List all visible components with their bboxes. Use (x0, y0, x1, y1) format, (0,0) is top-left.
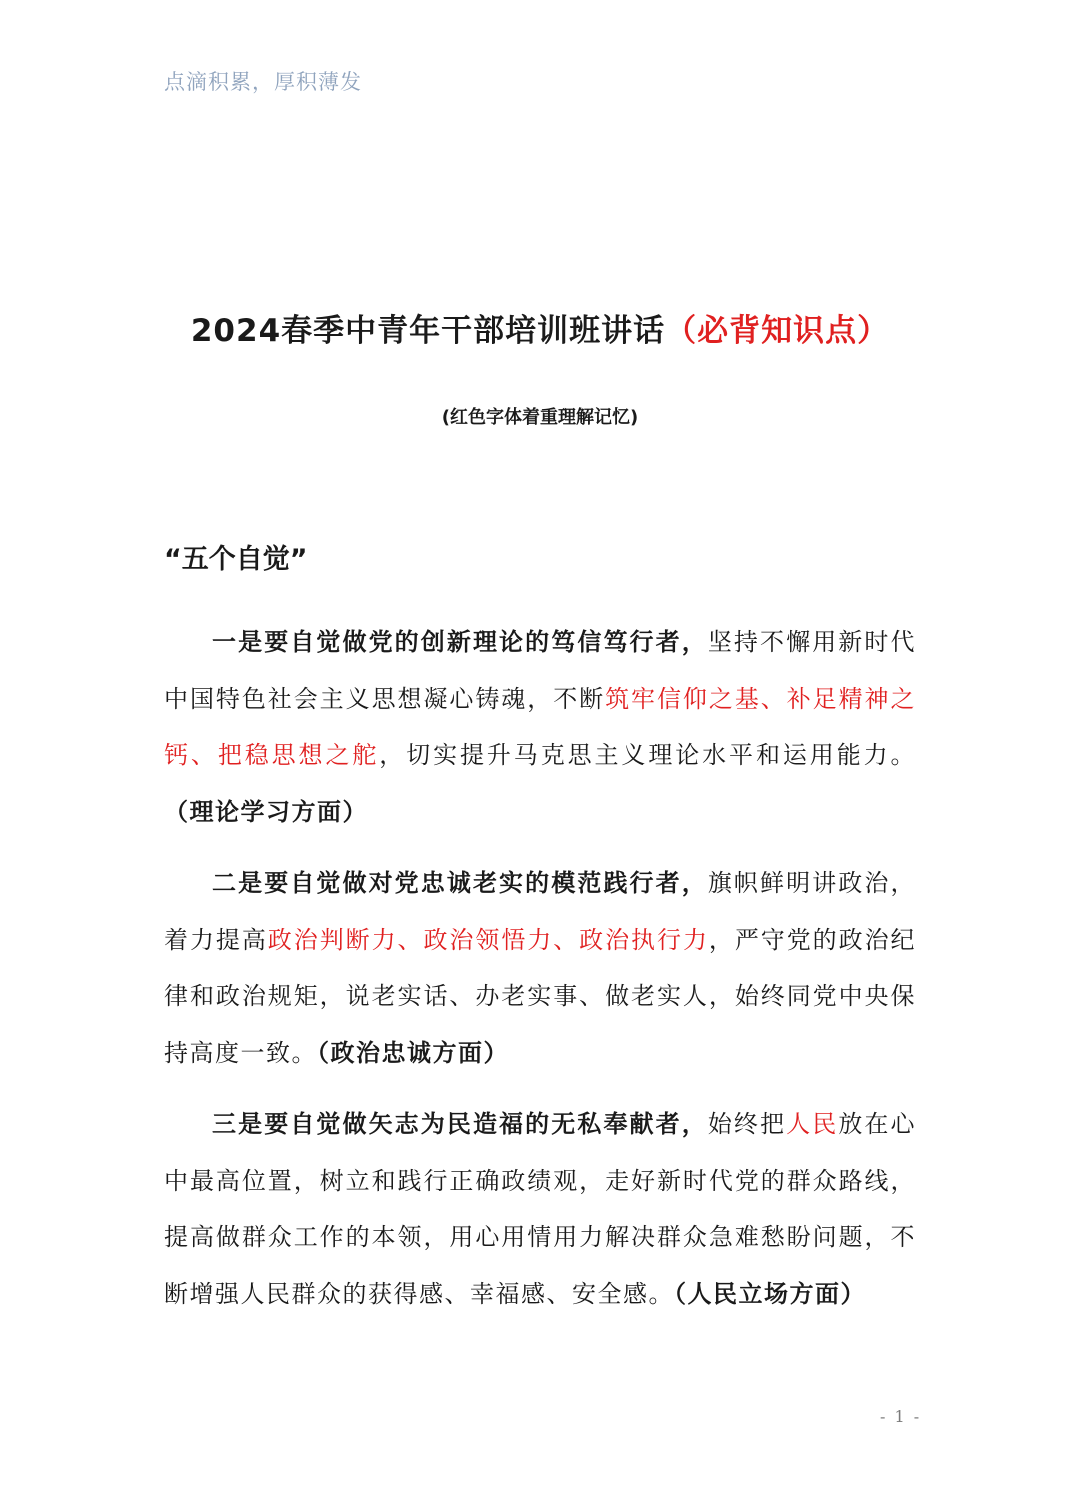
section-heading: “五个自觉” (164, 544, 308, 575)
paragraph-3 (164, 1096, 916, 1322)
paragraph-2 (164, 855, 916, 1081)
paragraph-text: 始终把 (707, 1110, 787, 1138)
document-subtitle: (红色字体着重理解记忆) (441, 407, 639, 428)
paragraph-text: ，严守党的政治纪律和政治规矩，说老实话、办老实事、做老实人，始终同党中央保持高度一致。 (164, 925, 917, 1067)
paragraph-lead: 二是要自觉做对党忠诚老实的模范践行者， (212, 869, 708, 897)
paragraph-emphasis: 人民 (786, 1110, 839, 1138)
paragraph-1 (164, 614, 916, 840)
paragraph-text: 旗帜鲜明讲政治，着力提高 (164, 869, 917, 954)
paragraph-emphasis: 筑牢信仰之基、补足精神之钙、把稳思想之舵 (164, 684, 917, 769)
paragraph-tag: （政治忠诚方面） (317, 1038, 509, 1067)
paragraph-tag: （人民立场方面） (674, 1279, 866, 1308)
header-motto: 点滴积累，厚积薄发 (164, 70, 362, 94)
paragraph-emphasis: 政治判断力、政治领悟力、政治执行力 (267, 925, 709, 954)
page-number: - 1 - (880, 1407, 922, 1426)
document-title (0, 305, 1080, 350)
paragraph-text: 坚持不懈用新时代中国特色社会主义思想凝心铸魂，不断 (164, 628, 917, 713)
document-title-highlight: （必背知识点） (665, 313, 890, 349)
paragraph-text: 放在心中最高位置，树立和践行正确政绩观，走好新时代党的群众路线，提高做群众工作的本领，用心用情用力解决群众急难愁盼问题，不断增强人民群众的获得感、幸福感、安全感。 (164, 1110, 917, 1308)
paragraph-lead: 一是要自觉做党的创新理论的笃信笃行者， (212, 628, 708, 656)
paragraph-text: ，切实提升马克思主义理论水平和运用能力。 (379, 741, 917, 769)
paragraph-tag: （理论学习方面） (164, 797, 368, 826)
document-title-main: 2024春季中青年干部培训班讲话 (190, 313, 666, 349)
paragraph-lead: 三是要自觉做矢志为民造福的无私奉献者， (212, 1110, 708, 1138)
